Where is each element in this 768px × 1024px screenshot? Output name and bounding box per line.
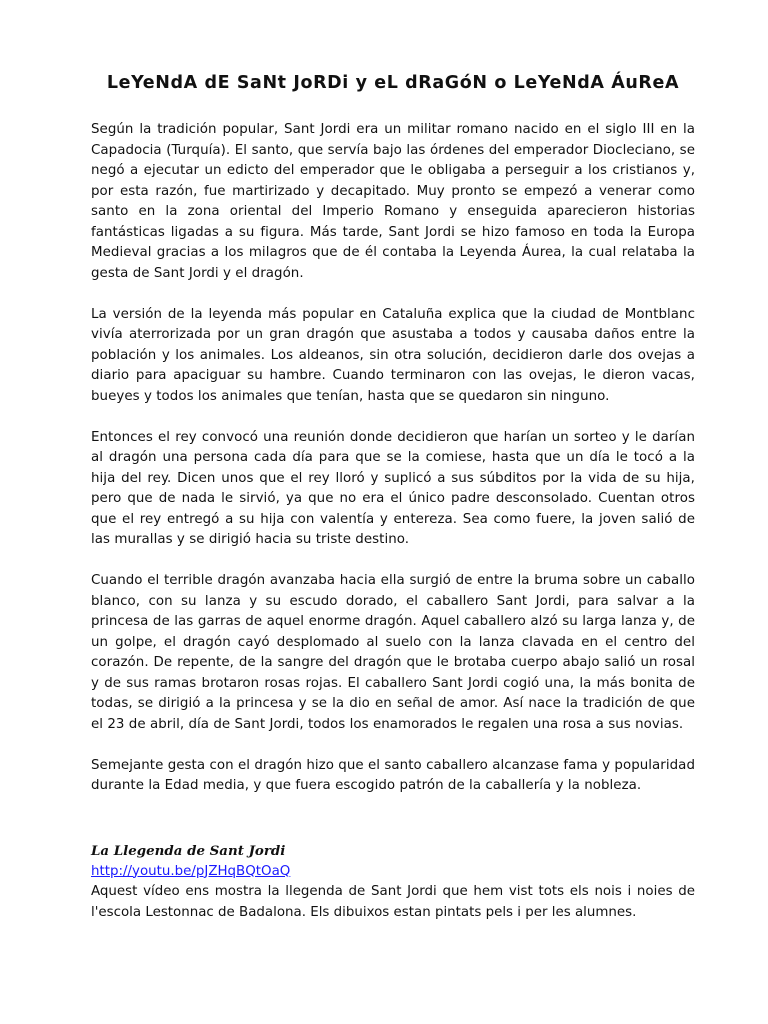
paragraph-fame: Semejante gesta con el dragón hizo que el santo caballero alcanzase fama y popularidad durante la Edad media, y que fuera escogido patrón de la caballería y la nobleza. — [91, 757, 695, 793]
paragraph-king: Entonces el rey convocó una reunión donde decidieron que harían un sorteo y le darían al dragón una persona cada día para que se la comiese, hasta que un día le tocó a la hija del rey. Dicen unos que el rey lloró y suplicó a sus súbditos por la vida de su hija, pero que de nada le sirvió, ya que no era el único padre desconsolado. Cuentan otros que el rey entregó a su hija con valentía y entereza. Sea como fuere, la joven salió de las murallas y se dirigió hacia su triste destino. — [91, 429, 695, 547]
video-description: Aquest vídeo ens mostra la llegenda de Sant Jordi que hem vist tots els nois i noies de l'escola Lestonnac de Badalona. Els dibuixos estan pintats pels i per les alumnes. — [91, 884, 695, 920]
document-title: LeYeNdA dE SaNt JoRDi y eL dRaGóN o LeYeNdA ÁuReA — [106, 73, 680, 93]
video-section — [91, 841, 695, 923]
paragraph-knight: Cuando el terrible dragón avanzaba hacia ella surgió de entre la bruma sobre un caballo blanco, con su lanza y su escudo dorado, el caballero Sant Jordi, para salvar a la princesa de las garras de aquel enorme dragón. Aquel caballero alzó su larga lanza y, de un golpe, el dragón cayó desplomado al suelo con la lanza clavada en el centro del corazón. De repente, de la sangre del dragón que le brotaba cuerpo abajo salió un rosal y de sus ramas brotaron rosas rojas. El caballero Sant Jordi cogió una, la más bonita de todas, se dirigió a la princesa y se la dio en señal de amor. Así nace la tradición de que el 23 de abril, día de Sant Jordi, todos los enamorados le regalen una rosa a sus novias. — [91, 573, 695, 732]
paragraph-montblanc: La versión de la leyenda más popular en Cataluña explica que la ciudad de Montblanc vivía aterrorizada por un gran dragón que asustaba a todos y causaba daños entre la población y los animales. Los aldeanos, sin otra solución, decidieron darle dos ovejas a diario para apaciguar su hambre. Cuando terminaron con las ovejas, le dieron vacas, bueyes y todos los animales que tenían, hasta que se quedaron sin ninguno. — [91, 306, 695, 404]
document-page — [91, 68, 695, 923]
video-title: La Llegenda de Sant Jordi — [91, 843, 286, 859]
video-link[interactable]: http://youtu.be/pJZHqBQtOaQ — [91, 863, 291, 879]
paragraph-origin: Según la tradición popular, Sant Jordi era un militar romano nacido en el siglo III en la Capadocia (Turquía). El santo, que servía bajo las órdenes del emperador Diocleciano, se negó a ejecutar un edicto del emperador que le obligaba a perseguir a los cristianos y, por esta razón, fue martirizado y decapitado. Muy pronto se empezó a venerar como santo en la zona oriental del Imperio Romano y enseguida aparecieron historias fantásticas ligadas a su figura. Más tarde, Sant Jordi se hizo famoso en toda la Europa Medieval gracias a los milagros que de él contaba la Leyenda Áurea, la cual relataba la gesta de Sant Jordi y el dragón. — [91, 122, 695, 281]
section-spacer — [91, 817, 695, 841]
